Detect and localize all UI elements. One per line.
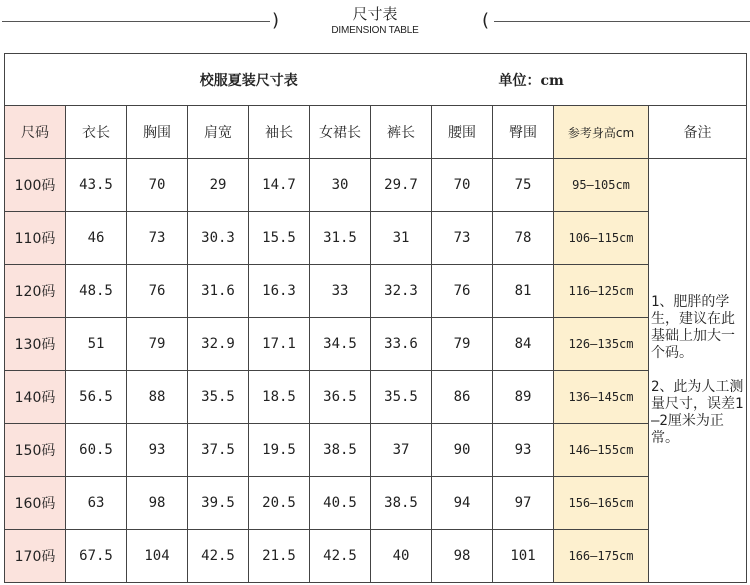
table-caption-row bbox=[5, 54, 747, 106]
size-cell: 140码 bbox=[5, 371, 66, 424]
table-cell: 35.5 bbox=[371, 371, 432, 424]
table-cell: 16.3 bbox=[249, 265, 310, 318]
table-cell: 21.5 bbox=[249, 530, 310, 583]
table-cell: 93 bbox=[493, 424, 554, 477]
size-cell: 130码 bbox=[5, 318, 66, 371]
size-cell: 150码 bbox=[5, 424, 66, 477]
table-unit: 单位：cm bbox=[493, 54, 747, 106]
height-cell: 126—135cm bbox=[554, 318, 649, 371]
size-cell: 170码 bbox=[5, 530, 66, 583]
header-cell: 备注 bbox=[649, 106, 747, 159]
height-cell: 156—165cm bbox=[554, 477, 649, 530]
table-cell: 86 bbox=[432, 371, 493, 424]
table-cell: 38.5 bbox=[371, 477, 432, 530]
table-cell: 89 bbox=[493, 371, 554, 424]
table-cell: 97 bbox=[493, 477, 554, 530]
table-header-row bbox=[5, 106, 747, 159]
header-cell: 胸围 bbox=[127, 106, 188, 159]
table-row bbox=[5, 159, 747, 212]
table-cell: 94 bbox=[432, 477, 493, 530]
table-cell: 32.9 bbox=[188, 318, 249, 371]
table-cell: 19.5 bbox=[249, 424, 310, 477]
table-cell: 29.7 bbox=[371, 159, 432, 212]
table-cell: 34.5 bbox=[310, 318, 371, 371]
table-cell: 51 bbox=[66, 318, 127, 371]
table-cell: 84 bbox=[493, 318, 554, 371]
header-cell: 袖长 bbox=[249, 106, 310, 159]
remark-text: 2、此为人工测量尺寸，误差1—2厘米为正常。 bbox=[651, 379, 744, 446]
size-table bbox=[4, 53, 747, 583]
banner-title: 尺寸表 bbox=[352, 5, 398, 23]
table-row bbox=[5, 530, 747, 583]
table-cell: 98 bbox=[127, 477, 188, 530]
table-cell: 36.5 bbox=[310, 371, 371, 424]
table-cell: 33.6 bbox=[371, 318, 432, 371]
height-cell: 106—115cm bbox=[554, 212, 649, 265]
table-cell: 60.5 bbox=[66, 424, 127, 477]
table-cell: 42.5 bbox=[310, 530, 371, 583]
table-cell: 67.5 bbox=[66, 530, 127, 583]
header-cell: 腰围 bbox=[432, 106, 493, 159]
table-cell: 17.1 bbox=[249, 318, 310, 371]
size-cell: 160码 bbox=[5, 477, 66, 530]
table-row bbox=[5, 424, 747, 477]
size-cell: 120码 bbox=[5, 265, 66, 318]
table-cell: 75 bbox=[493, 159, 554, 212]
bracket-left-icon: ) bbox=[272, 10, 280, 31]
table-cell: 30.3 bbox=[188, 212, 249, 265]
height-cell: 95—105cm bbox=[554, 159, 649, 212]
table-cell: 20.5 bbox=[249, 477, 310, 530]
height-cell: 136—145cm bbox=[554, 371, 649, 424]
header-cell: 臀围 bbox=[493, 106, 554, 159]
table-cell: 29 bbox=[188, 159, 249, 212]
table-cell: 70 bbox=[432, 159, 493, 212]
table-cell: 73 bbox=[127, 212, 188, 265]
height-cell: 146—155cm bbox=[554, 424, 649, 477]
table-cell: 37.5 bbox=[188, 424, 249, 477]
table-cell: 56.5 bbox=[66, 371, 127, 424]
table-row bbox=[5, 477, 747, 530]
remarks-cell bbox=[649, 159, 747, 583]
table-cell: 18.5 bbox=[249, 371, 310, 424]
table-title: 校服夏装尺寸表 bbox=[5, 54, 493, 106]
table-cell: 31.6 bbox=[188, 265, 249, 318]
table-cell: 37 bbox=[371, 424, 432, 477]
table-cell: 40.5 bbox=[310, 477, 371, 530]
table-cell: 32.3 bbox=[371, 265, 432, 318]
table-row bbox=[5, 371, 747, 424]
header-cell: 裤长 bbox=[371, 106, 432, 159]
table-cell: 43.5 bbox=[66, 159, 127, 212]
table-cell: 31.5 bbox=[310, 212, 371, 265]
table-row bbox=[5, 265, 747, 318]
table-cell: 40 bbox=[371, 530, 432, 583]
table-cell: 101 bbox=[493, 530, 554, 583]
table-cell: 35.5 bbox=[188, 371, 249, 424]
table-cell: 104 bbox=[127, 530, 188, 583]
table-body bbox=[5, 159, 747, 583]
table-cell: 31 bbox=[371, 212, 432, 265]
header-cell: 尺码 bbox=[5, 106, 66, 159]
size-cell: 110码 bbox=[5, 212, 66, 265]
table-cell: 73 bbox=[432, 212, 493, 265]
table-row bbox=[5, 212, 747, 265]
height-cell: 166—175cm bbox=[554, 530, 649, 583]
table-cell: 79 bbox=[127, 318, 188, 371]
height-cell: 116—125cm bbox=[554, 265, 649, 318]
header-cell: 肩宽 bbox=[188, 106, 249, 159]
remark-text: 1、肥胖的学生，建议在此基础上加大一个码。 bbox=[651, 294, 735, 361]
header-banner bbox=[0, 0, 750, 46]
table-cell: 88 bbox=[127, 371, 188, 424]
table-cell: 15.5 bbox=[249, 212, 310, 265]
table-cell: 81 bbox=[493, 265, 554, 318]
bracket-right-icon: ( bbox=[482, 10, 490, 31]
table-cell: 39.5 bbox=[188, 477, 249, 530]
table-cell: 33 bbox=[310, 265, 371, 318]
header-cell: 女裙长 bbox=[310, 106, 371, 159]
table-row bbox=[5, 318, 747, 371]
table-cell: 78 bbox=[493, 212, 554, 265]
table-cell: 93 bbox=[127, 424, 188, 477]
table-cell: 42.5 bbox=[188, 530, 249, 583]
table-cell: 63 bbox=[66, 477, 127, 530]
banner-subtitle: DIMENSION TABLE bbox=[331, 25, 419, 36]
table-cell: 98 bbox=[432, 530, 493, 583]
table-cell: 30 bbox=[310, 159, 371, 212]
table-cell: 70 bbox=[127, 159, 188, 212]
table-cell: 46 bbox=[66, 212, 127, 265]
table-cell: 79 bbox=[432, 318, 493, 371]
table-cell: 90 bbox=[432, 424, 493, 477]
size-cell: 100码 bbox=[5, 159, 66, 212]
table-cell: 14.7 bbox=[249, 159, 310, 212]
header-cell: 衣长 bbox=[66, 106, 127, 159]
table-cell: 76 bbox=[432, 265, 493, 318]
table-cell: 48.5 bbox=[66, 265, 127, 318]
table-cell: 76 bbox=[127, 265, 188, 318]
banner-divider-right bbox=[494, 21, 750, 22]
table-cell: 38.5 bbox=[310, 424, 371, 477]
header-cell: 参考身高cm bbox=[554, 106, 649, 159]
